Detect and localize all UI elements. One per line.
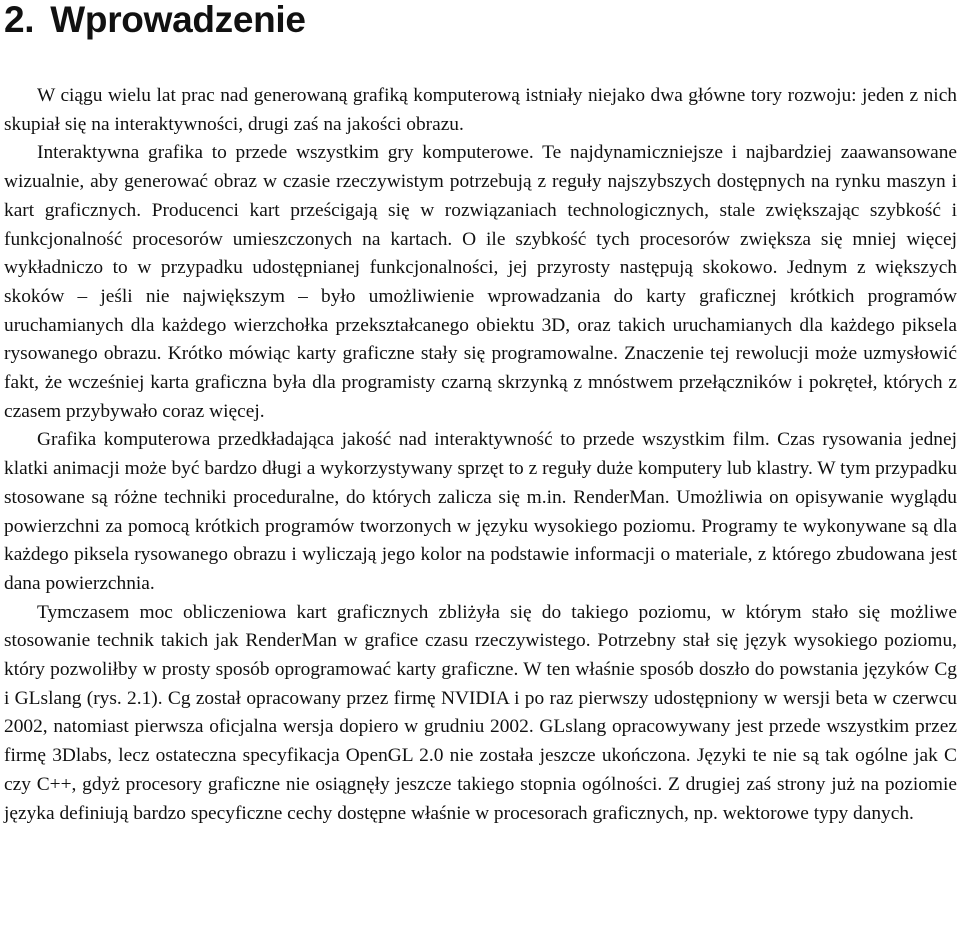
document-page	[4, 0, 957, 824]
paragraph-4: Tymczasem moc obliczeniowa kart graficznych zbliżyła się do takiego poziomu, w którym stało się możliwe stosowanie technik takich jak RenderMan w grafice czasu rzeczywistego. Potrzebny stał się język wysokiego poziomu, który pozwoliłby w prosty sposób oprogramować karty graficzne. W ten właśnie sposób doszło do powstania języków Cg i GLslang (rys. 2.1). Cg został opracowany przez firmę NVIDIA i po raz pierwszy udostępniony w wersji beta w czerwcu 2002, natomiast pierwsza oficjalna wersja dopiero w grudniu 2002. GLslang opracowywany jest przede wszystkim przez firmę 3Dlabs, lecz ostateczna specyfikacja OpenGL 2.0 nie została jeszcze ukończona. Języki te nie są tak ogólne jak C czy C++, gdyż procesory graficzne nie osiągnęły jeszcze takiego stopnia ogólności. Z drugiej zaś strony już na poziomie języka definiują bardzo specyficzne cechy dostępne właśnie w procesorach graficznych, np. wektorowe typy danych.	[4, 601, 957, 824]
paragraph-2: Interaktywna grafika to przede wszystkim gry komputerowe. Te najdynamiczniejsze i najbardziej zaawansowane wizualnie, aby generować obraz w czasie rzeczywistym potrzebują z reguły najszybszych dostępnych na rynku maszyn i kart graficznych. Producenci kart prześcigają się w rozwiązaniach technologicznych, stale zwiększając szybkość i funkcjonalność procesorów umieszczonych na kartach. O ile szybkość tych procesorów zwiększa się mniej więcej wykładniczo to w przypadku udostępnianej funkcjonalności, jej przyrosty następują skokowo. Jednym z większych skoków – jeśli nie największym – było umożliwienie wprowadzania do karty graficznej krótkich programów uruchamianych dla każdego wierzchołka przekształcanego obiektu 3D, oraz takich uruchamianych dla każdego piksela rysowanego obrazu. Krótko mówiąc karty graficzne stały się programowalne. Znaczenie tej rewolucji może uzmysłowić fakt, że wcześniej karta graficzna była dla programisty czarną skrzynką z mnóstwem przełączników i pokręteł, których z czasem przybywało coraz więcej.	[4, 142, 957, 422]
paragraph-3: Grafika komputerowa przedkładająca jakość nad interaktywność to przede wszystkim film. Czas rysowania jednej klatki animacji może być bardzo długi a wykorzystywany sprzęt to z reguły duże komputery lub klastry. W tym przypadku stosowane są różne techniki proceduralne, do których zalicza się m.in. RenderMan. Umożliwia on opisywanie wyglądu powierzchni za pomocą krótkich programów tworzonych w języku wysokiego poziomu. Programy te wykonywane są dla każdego piksela rysowanego obrazu i wyliczają jego kolor na podstawie informacji o materiale, z którego zbudowana jest dana powierzchnia.	[4, 429, 957, 594]
chapter-number: 2.	[4, 0, 35, 40]
chapter-body	[4, 82, 957, 828]
chapter-title: Wprowadzenie	[50, 0, 306, 40]
paragraph-1: W ciągu wielu lat prac nad generowaną grafiką komputerową istniały niejako dwa główne tory rozwoju: jeden z nich skupiał się na interaktywności, drugi zaś na jakości obrazu.	[4, 85, 957, 135]
chapter-heading	[4, 0, 957, 40]
